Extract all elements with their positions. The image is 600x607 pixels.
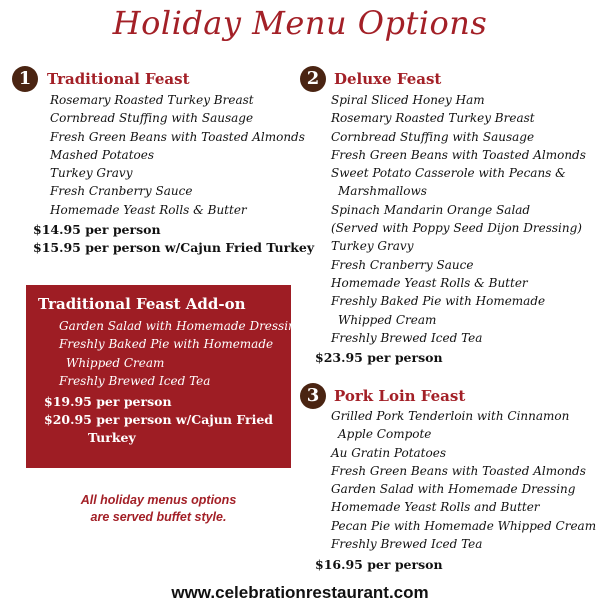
menu-item: (Served with Poppy Seed Dijon Dressing) [331, 221, 582, 236]
menu-item: Fresh Green Beans with Toasted Almonds [331, 463, 586, 478]
menu-item: Freshly Baked Pie with Homemade [59, 337, 274, 352]
addon-price-cajun: $20.95 per person w/Cajun Fried [44, 412, 274, 427]
menu-item [59, 354, 303, 372]
menu-item: Pecan Pie with Homemade Whipped Cream [331, 518, 597, 533]
menu-item: Garden Salad with Homemade Dressing [331, 482, 576, 497]
menu-item: Homemade Yeast Rolls & Butter [331, 275, 528, 290]
menu-item: Fresh Green Beans with Toasted Almonds [50, 129, 305, 144]
menu-item: Freshly Brewed Iced Tea [331, 537, 483, 552]
menu-item: Freshly Brewed Iced Tea [331, 330, 483, 345]
menu-3-price: $16.95 per person [315, 557, 443, 572]
menu-2-price: $23.95 per person [315, 350, 443, 365]
menu-item [331, 311, 586, 329]
addon-price-cajun-continuation: Turkey [88, 430, 136, 445]
menu-item: Fresh Cranberry Sauce [50, 184, 193, 199]
menu-item: Turkey Gravy [50, 166, 133, 181]
menu-item: Spiral Sliced Honey Ham [331, 93, 485, 107]
menu-1-price: $14.95 per person [33, 222, 161, 237]
menu-item: Fresh Cranberry Sauce [331, 257, 474, 272]
menu-item: Cornbread Stuffing with Sausage [50, 111, 254, 126]
menu-item: Freshly Baked Pie with Homemade [331, 294, 546, 309]
menu-2-heading: Deluxe Feast [334, 70, 442, 88]
menu-3-number-badge: 3 [300, 383, 326, 409]
addon-items [59, 317, 303, 390]
menu-1-price-cajun: $15.95 per person w/Cajun Fried Turkey [33, 240, 315, 255]
menu-1-items [50, 91, 305, 219]
menu-item-continuation: Marshmallows [338, 184, 427, 199]
menu-2-number-badge: 2 [300, 66, 326, 92]
menu-item [331, 425, 596, 443]
menu-item: Turkey Gravy [331, 239, 414, 254]
menu-item: Grilled Pork Tenderloin with Cinnamon [331, 409, 570, 423]
buffet-note-line: All holiday menus options [80, 493, 237, 507]
menu-item-continuation: Whipped Cream [66, 355, 165, 370]
menu-item: Mashed Potatoes [50, 147, 155, 162]
menu-item: Rosemary Roasted Turkey Breast [50, 93, 254, 107]
addon-price: $19.95 per person [44, 394, 172, 409]
menu-item: Fresh Green Beans with Toasted Almonds [331, 147, 586, 162]
buffet-note [26, 492, 291, 526]
addon-heading: Traditional Feast Add-on [38, 295, 246, 313]
menu-item: Rosemary Roasted Turkey Breast [331, 111, 535, 126]
buffet-note-line: are served buffet style. [90, 510, 227, 524]
menu-2-items [331, 91, 586, 347]
menu-1-number-badge: 1 [12, 66, 38, 92]
menu-item-continuation: Apple Compote [338, 427, 432, 442]
menu-3-items [331, 407, 596, 553]
addon-panel [26, 285, 304, 468]
menu-item: Homemade Yeast Rolls and Butter [331, 500, 540, 515]
menu-item: Au Gratin Potatoes [331, 445, 446, 460]
menu-1-heading: Traditional Feast [47, 70, 190, 88]
page-title: Holiday Menu Options [112, 4, 488, 42]
menu-item-continuation: Whipped Cream [338, 312, 437, 327]
menu-item: Freshly Brewed Iced Tea [59, 373, 211, 388]
menu-item [331, 182, 586, 200]
menu-item: Homemade Yeast Rolls & Butter [50, 202, 247, 217]
menu-item: Spinach Mandarin Orange Salad [331, 202, 531, 217]
menu-item: Garden Salad with Homemade Dressing [59, 319, 304, 333]
menu-item: Sweet Potato Casserole with Pecans & [331, 166, 566, 181]
menu-item: Cornbread Stuffing with Sausage [331, 129, 535, 144]
menu-3-heading: Pork Loin Feast [334, 387, 466, 405]
website-link[interactable]: www.celebrationrestaurant.com [171, 583, 429, 602]
